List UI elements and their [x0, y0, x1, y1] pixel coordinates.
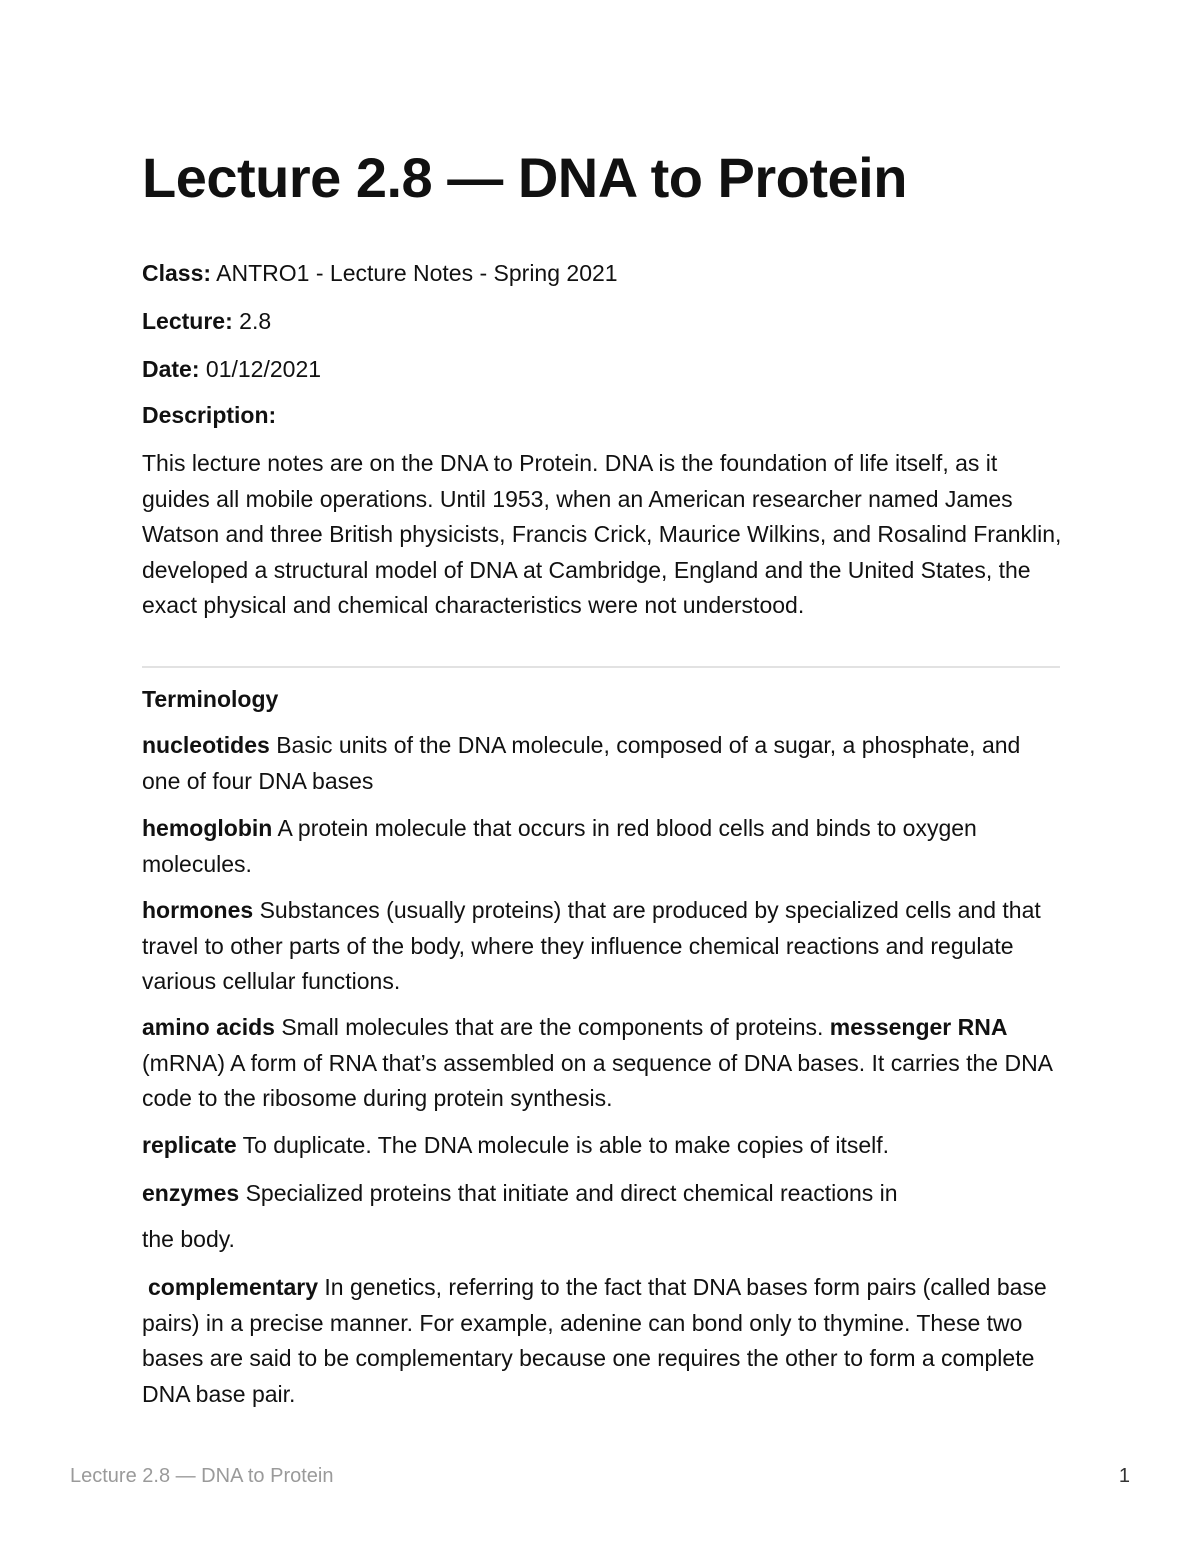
- class-label: Class: [142, 260, 204, 286]
- class-line: Class: ANTRO1 - Lecture Notes - Spring 2021: [142, 260, 618, 286]
- term-entry: [142, 1176, 1062, 1212]
- term-entry: [142, 893, 1062, 1000]
- term-name: enzymes: [142, 1180, 240, 1206]
- date-line: Date: 01/12/2021: [142, 356, 322, 382]
- description-label: Description: [142, 402, 269, 428]
- term-entry: [142, 728, 1062, 799]
- term-definition: Substances (usually proteins) that are produced by specialized cells and that travel to other parts of the body, where they influence chemical reactions and regulate various cellular functions.: [142, 897, 1041, 994]
- term-definition: (mRNA) A form of RNA that’s assembled on a sequence of DNA bases. It carries the DNA code to the ribosome during protein synthesis.: [142, 1049, 1052, 1111]
- footer-title: Lecture 2.8 — DNA to Protein: [70, 1465, 334, 1487]
- description-text: This lecture notes are on the DNA to Protein. DNA is the foundation of life itself, as it guides all mobile operations. Until 1953, when an American researcher named James Watson and three British physicists, Francis Crick, Maurice Wilkins, and Rosalind Franklin, developed a structural model of DNA at Cambridge, England and the United States, the exact physical and chemical characteristics were not understood.: [142, 450, 1062, 618]
- term-definition: A protein molecule that occurs in red blood cells and binds to oxygen molecules.: [142, 815, 977, 877]
- description-line: Description:: [142, 402, 277, 428]
- term-definition: To duplicate. The DNA molecule is able to make copies of itself.: [242, 1132, 890, 1158]
- term-name: complementary: [148, 1274, 319, 1300]
- term-name: replicate: [142, 1132, 237, 1158]
- term-continuation: the body.: [142, 1226, 235, 1252]
- page-title: Lecture 2.8 — DNA to Protein: [142, 146, 907, 209]
- term-name: nucleotides: [142, 732, 270, 758]
- terminology-heading: Terminology: [142, 686, 279, 712]
- date-label: Date: [142, 356, 192, 382]
- term-name: messenger RNA: [829, 1014, 1008, 1040]
- term-definition: Specialized proteins that initiate and direct chemical reactions in: [245, 1180, 898, 1206]
- class-value: ANTRO1 - Lecture Notes - Spring 2021: [216, 260, 618, 286]
- term-entry: [142, 1128, 1062, 1164]
- lecture-line: Lecture: 2.8: [142, 308, 272, 334]
- term-entry: [142, 1270, 1062, 1412]
- term-entry: [142, 1010, 1062, 1117]
- term-entry: [142, 811, 1062, 882]
- term-definition: Small molecules that are the components of proteins.: [281, 1014, 824, 1040]
- term-name: hormones: [142, 897, 254, 923]
- page-number: 1: [1118, 1465, 1130, 1487]
- date-value: 01/12/2021: [205, 356, 322, 382]
- lecture-label: Lecture: [142, 308, 226, 334]
- lecture-value: 2.8: [239, 308, 272, 334]
- section-divider: [142, 666, 1060, 668]
- term-name: amino acids: [142, 1014, 275, 1040]
- term-name: hemoglobin: [142, 815, 273, 841]
- term-definition: Basic units of the DNA molecule, composed of a sugar, a phosphate, and one of four DNA bases: [142, 732, 1021, 794]
- term-definition: In genetics, referring to the fact that DNA bases form pairs (called base pairs) in a precise manner. For example, adenine can bond only to thymine. These two bases are said to be complementary because one requires the other to form a complete DNA base pair.: [142, 1274, 1047, 1407]
